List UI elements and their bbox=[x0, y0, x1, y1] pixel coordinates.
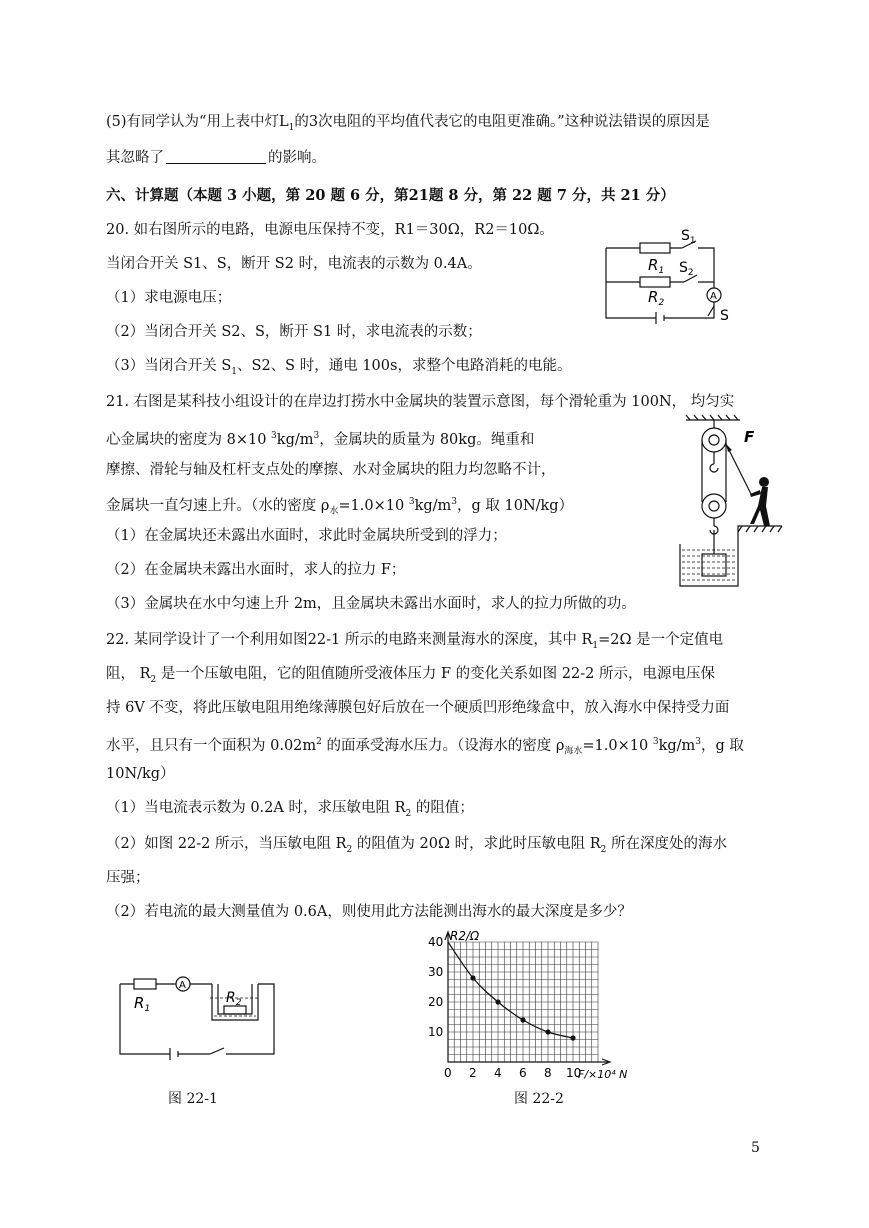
chart-point bbox=[570, 1035, 575, 1040]
chart-axes bbox=[448, 934, 608, 1062]
chart-xlabel: F/×10⁴ N bbox=[578, 1068, 628, 1081]
q22-line7: （2）如图 22-2 所示，当压敏电阻 $R_2$ 的阻值为 20Ω 时，求此时压敏电阻 $R_2$ 所在深度处的海水 bbox=[106, 836, 727, 855]
q21-line4: 金属块一直匀速上升。（水的密度 $\rho_水=1.0\times 10$ $^3kg/m^3$，g 取 10N/kg） bbox=[106, 497, 574, 517]
fig20-r1-label: $R_1$ bbox=[648, 256, 665, 276]
q21-line6: （2）在金属块未露出水面时，求人的拉力 F； bbox=[106, 562, 406, 578]
chart-point bbox=[495, 999, 500, 1004]
page-number: 5 bbox=[751, 1140, 760, 1156]
fig22-2-chart bbox=[420, 926, 640, 1086]
fig20-ammeter-label: A bbox=[710, 291, 717, 302]
fig22-1-circuit bbox=[114, 968, 290, 1062]
chart-ylabel: R2/Ω bbox=[450, 929, 480, 943]
q22-line1: 22. 某同学设计了一个利用如图22-1 所示的电路来测量海水的深度，其中 $R_1=2\Omega$ 是一个定值电 bbox=[106, 632, 724, 651]
fig20-s1-label: $S_1$ bbox=[681, 228, 696, 246]
chart-point bbox=[470, 975, 475, 980]
q20-line5: （3）当闭合开关 $S_1$、S2、S 时，通电 100s，求整个电路消耗的电能。 bbox=[106, 358, 572, 377]
chart-xtick-label: 2 bbox=[469, 1066, 477, 1080]
chart-xtick-label: 4 bbox=[494, 1066, 502, 1080]
q21-line7: （3）金属块在水中匀速上升 2m，且金属块未露出水面时，求人的拉力所做的功。 bbox=[106, 596, 636, 612]
fig22-1-r1-label: $R_1$ bbox=[134, 994, 151, 1014]
fig20-r2-label: $R_2$ bbox=[648, 288, 665, 308]
fig20-s2-label: $S_2$ bbox=[679, 260, 694, 278]
q22-line2: 阻， $R_2$ 是一个压敏电阻，它的阻值随所受液体压力 F 的变化关系如图 22-2 所示，电源电压保 bbox=[106, 666, 715, 685]
chart-xtick-label: 10 bbox=[566, 1066, 582, 1080]
q19-part5-line1: (5)有同学认为“用上表中灯$L_1$的3次电阻的平均值代表它的电阻更准确。”这种说法错误的原因是 bbox=[106, 114, 710, 133]
q19-part5-line2: 其忽略了 的影响。 bbox=[106, 150, 326, 166]
chart-xtick-label: 8 bbox=[544, 1066, 552, 1080]
fig22-1-ammeter-label: A bbox=[179, 980, 186, 991]
q20-line4: （2）当闭合开关 S2、S，断开 S1 时，求电流表的示数； bbox=[106, 324, 482, 340]
q21-line2: 心金属块的密度为 8×10 $^3kg/m^3$，金属块的质量为 80kg。绳重和 bbox=[106, 431, 535, 448]
fig22-1-r2-label: $R_2$ bbox=[226, 990, 242, 1008]
q20-line3: （1）求电源电压； bbox=[106, 290, 232, 306]
person-icon bbox=[750, 477, 770, 526]
q22-line4: 水平，且只有一个面积为 $0.02m^2$ 的面承受海水压力。（设海水的密度 $\rho_{海水}=1.0\times 10$ $^3kg/m^3$，g 取 bbox=[106, 737, 744, 757]
section-heading: 六、计算题（本题 3 小题，第 20 题 6 分，第21题 8 分，第 22 题 7 分，共 21 分） bbox=[106, 187, 675, 204]
chart-ytick-label: 10 bbox=[428, 1025, 444, 1039]
answer-blank[interactable] bbox=[166, 149, 266, 164]
q22-line9: （2）若电流的最大测量值为 0.6A，则使用此方法能测出海水的最大深度是多少？ bbox=[106, 904, 632, 920]
chart-point bbox=[520, 1017, 525, 1022]
q21-line1: 21. 右图是某科技小组设计的在岸边打捞水中金属块的装置示意图，每个滑轮重为 100N， 均匀实 bbox=[106, 394, 735, 410]
q20-line2: 当闭合开关 S1、S，断开 S2 时，电流表的示数为 0.4A。 bbox=[106, 256, 482, 272]
chart-xtick-label: 0 bbox=[444, 1066, 452, 1080]
fig20-s-label: S bbox=[720, 308, 729, 324]
q20-line1: 20. 如右图所示的电路，电源电压保持不变，R1＝30Ω，R2＝10Ω。 bbox=[106, 222, 554, 238]
chart-point bbox=[545, 1029, 550, 1034]
q22-line5: 10N/kg） bbox=[106, 766, 175, 782]
chart-ytick-label: 40 bbox=[428, 935, 444, 949]
chart-ytick-label: 30 bbox=[428, 965, 444, 979]
q21-pulley-figure bbox=[678, 414, 788, 590]
fig21-force-label: F bbox=[744, 428, 755, 446]
q21-line3: 摩擦、滑轮与轴及杠杆支点处的摩擦、水对金属块的阻力均忽略不计， bbox=[106, 462, 556, 478]
fig22-1-caption: 图 22-1 bbox=[168, 1091, 218, 1107]
chart-xtick-label: 6 bbox=[519, 1066, 527, 1080]
chart-ytick-label: 20 bbox=[428, 995, 444, 1009]
q22-line3: 持 6V 不变，将此压敏电阻用绝缘薄膜包好后放在一个硬质凹形绝缘盒中，放入海水中保持受力面 bbox=[106, 700, 730, 716]
fig22-2-caption: 图 22-2 bbox=[514, 1091, 564, 1107]
q22-line6: （1）当电流表示数为 0.2A 时，求压敏电阻 $R_2$ 的阻值； bbox=[106, 800, 474, 819]
q21-line5: （1）在金属块还未露出水面时，求此时金属块所受到的浮力； bbox=[106, 528, 507, 544]
q20-circuit-figure bbox=[600, 226, 740, 326]
q22-line8: 压强； bbox=[106, 870, 150, 886]
